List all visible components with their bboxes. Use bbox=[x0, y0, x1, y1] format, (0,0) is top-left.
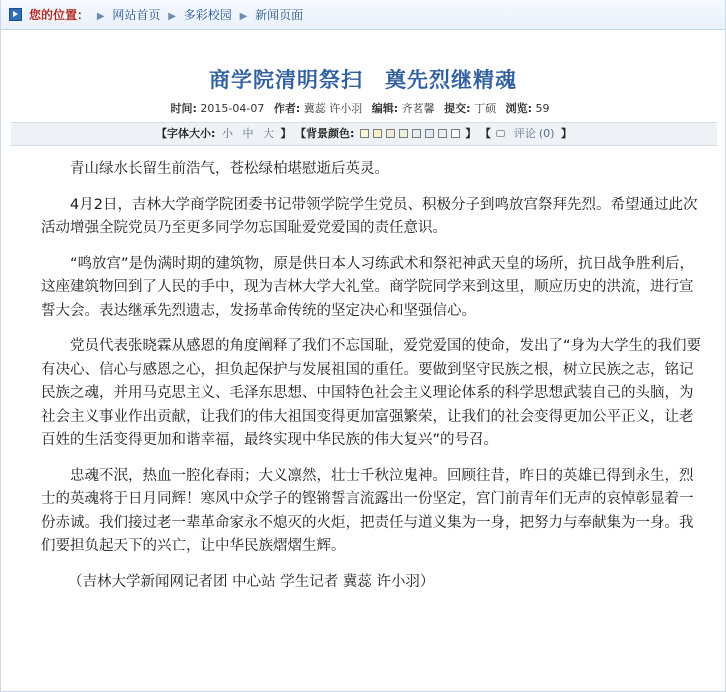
font-size-close: 】 bbox=[280, 127, 292, 140]
submitter-name: 丁硕 bbox=[474, 102, 497, 115]
font-size-label: 【字体大小: bbox=[156, 127, 216, 140]
author-label: 作者: bbox=[273, 102, 301, 115]
time-label: 时间: bbox=[170, 102, 197, 115]
editor-name: 齐茗馨 bbox=[401, 102, 435, 115]
article-title: 商学院清明祭扫 奠先烈继精魂 bbox=[209, 68, 517, 92]
font-medium-button[interactable]: 中 bbox=[242, 127, 254, 140]
bg-swatch-3[interactable] bbox=[386, 129, 395, 138]
background-color-label: 【背景颜色: bbox=[294, 127, 355, 140]
breadcrumb-news-link[interactable]: 新闻页面 bbox=[255, 8, 304, 22]
breadcrumb-campus-link[interactable]: 多彩校园 bbox=[183, 8, 232, 22]
views-label: 浏览: bbox=[505, 102, 532, 115]
bg-swatch-4[interactable] bbox=[399, 129, 408, 138]
paragraph: 4月2日，吉林大学商学院团委书记带领学院学生党员、积极分子到鸣放宫祭拜先烈。希望通过此次活动增强全院党员乃至更多同学勿忘国耻爱党爱国的责任意识。 bbox=[41, 196, 698, 236]
paragraph: 党员代表张晓霖从感恩的角度阐释了我们不忘国耻，爱党爱国的使命，发出了“身为大学生的我们要有决心、信心与感恩之心，担负起保护与发展祖国的重任。要做到坚守民族之根，树立民族之志，铭记民族之魂，并用马克思主义、毛泽东思想、中国特色社会主义理论体系的科学思想武装自己的头脑，为社会主义事业作出贡献，让我们的伟大祖国变得更加富强繁荣，让我们的社会变得更加公平正义，让老百姓的生活变得更加和谐幸福，最终实现中华民族的伟大复兴”的号召。 bbox=[41, 338, 702, 448]
bg-swatch-7[interactable] bbox=[438, 129, 447, 138]
breadcrumb-separator-icon: ▶ bbox=[239, 11, 248, 22]
paragraph: 忠魂不泯，热血一腔化春雨；大义凛然，壮士千秋泣鬼神。回顾往昔，昨日的英雄已得到永生，烈士的英魂将于日月同辉！寒风中众学子的铿锵誓言流露出一份坚定，宫门前青年们无声的哀悼彰显着一份赤诚。我们接过老一辈革命家永不熄灭的火炬，把责任与道义集为一身，把努力与奉献集为一身。我们要担负起天下的兴亡，让中华民族熠熠生辉。 bbox=[41, 467, 694, 554]
bg-swatch-2[interactable] bbox=[373, 129, 382, 138]
comment-link[interactable]: 评论 bbox=[513, 127, 536, 140]
bg-swatch-6[interactable] bbox=[425, 129, 434, 138]
breadcrumb-separator-icon: ▶ bbox=[96, 11, 105, 22]
publish-time: 2015-04-07 bbox=[200, 102, 265, 115]
reading-toolbar bbox=[11, 122, 717, 146]
location-arrow-icon bbox=[9, 8, 22, 21]
breadcrumb-separator-icon: ▶ bbox=[168, 11, 176, 22]
breadcrumb bbox=[29, 8, 303, 24]
article-meta bbox=[1, 100, 725, 116]
article-body bbox=[41, 158, 701, 606]
location-bar bbox=[1, 0, 725, 30]
submit-label: 提交: bbox=[444, 102, 471, 115]
font-large-button[interactable]: 大 bbox=[262, 127, 274, 140]
breadcrumb-home-link[interactable]: 网站首页 bbox=[112, 8, 161, 22]
paragraph: 青山绿水长留生前浩气，苍松绿柏堪慰逝后英灵。 bbox=[70, 161, 389, 177]
background-color-close: 】 bbox=[465, 127, 477, 140]
font-small-button[interactable]: 小 bbox=[221, 127, 233, 140]
breadcrumb-label: 您的位置： bbox=[29, 8, 90, 22]
comment-count[interactable]: (0) bbox=[538, 127, 555, 140]
bg-swatch-8[interactable] bbox=[451, 129, 460, 138]
article-credit: （吉林大学新闻网记者团 中心站 学生记者 冀蕊 许小羽） bbox=[68, 573, 435, 590]
paragraph: “鸣放宫”是伪满时期的建筑物，原是供日本人习练武术和祭祀神武天皇的场所，抗日战争胜利后，这座建筑物回到了人民的手中，现为吉林大学大礼堂。商学院同学来到这里，顺应历史的洪流，进行宣誓大会。表达继承先烈遗志，发扬革命传统的坚定决心和坚强信心。 bbox=[41, 255, 695, 319]
view-count: 59 bbox=[535, 102, 550, 115]
comment-close: 】 bbox=[560, 127, 572, 140]
bg-swatch-1[interactable] bbox=[360, 129, 369, 138]
comment-open: 【 bbox=[479, 127, 491, 140]
comment-icon bbox=[496, 130, 505, 137]
editor-label: 编辑: bbox=[371, 102, 399, 115]
bg-swatch-5[interactable] bbox=[412, 129, 421, 138]
author-names: 冀蕊 许小羽 bbox=[303, 102, 363, 115]
